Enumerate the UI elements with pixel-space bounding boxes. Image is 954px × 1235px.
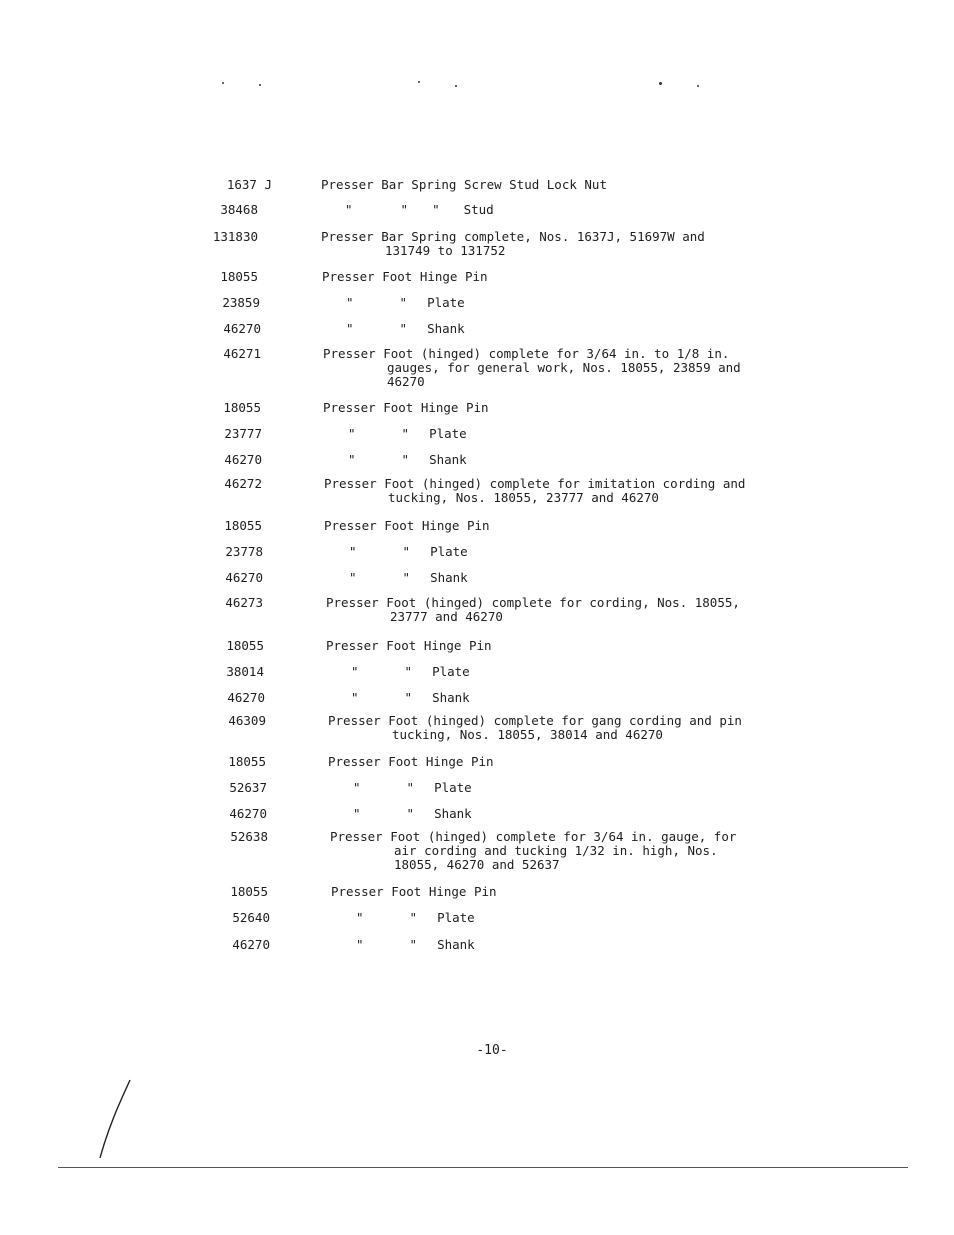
ditto-mark: " [348, 452, 356, 467]
part-description [324, 453, 467, 467]
scan-speck [455, 85, 457, 87]
part-description [332, 938, 475, 952]
part-number: 131830 [212, 229, 258, 244]
part-description [324, 427, 467, 441]
ditto-text: Stud [463, 202, 494, 217]
ditto-text: Shank [427, 321, 465, 336]
description-line: Presser Foot (hinged) complete for imitation cording and [324, 476, 746, 491]
ditto-text: Shank [429, 452, 467, 467]
part-description [321, 178, 607, 192]
ditto-mark: " [404, 690, 413, 705]
part-number: 52640 [232, 910, 270, 925]
ditto-mark: " [406, 806, 415, 821]
ditto-mark: " [349, 544, 357, 559]
description-line: air cording and tucking 1/32 in. high, Nos. [394, 843, 718, 858]
ditto-line [324, 453, 467, 467]
ditto-line [332, 911, 475, 925]
part-number: 23859 [222, 295, 260, 310]
description-line: Presser Bar Spring Screw Stud Lock Nut [321, 177, 607, 192]
scan-speck [259, 84, 261, 86]
ditto-line [322, 322, 465, 336]
part-number: 18055 [230, 884, 268, 899]
part-number: 1637 J [226, 177, 272, 192]
part-description [323, 347, 741, 389]
description-line: Presser Foot (hinged) complete for gang cording and pin [328, 713, 742, 728]
scan-speck [697, 85, 699, 87]
ditto-mark: " [406, 780, 415, 795]
part-number: 23777 [224, 426, 262, 441]
description-line: tucking, Nos. 18055, 38014 and 46270 [392, 727, 663, 742]
description-line: 46270 [387, 374, 425, 389]
description-line: 23777 and 46270 [390, 609, 503, 624]
part-number: 18055 [223, 400, 261, 415]
part-number: 46270 [229, 806, 267, 821]
description-line: gauges, for general work, Nos. 18055, 23859 and [387, 360, 741, 375]
ditto-line [327, 665, 470, 679]
ditto-text: Shank [437, 937, 475, 952]
part-number: 38014 [226, 664, 264, 679]
part-description [327, 691, 470, 705]
ditto-mark: " [402, 544, 411, 559]
part-number: 38468 [220, 202, 258, 217]
ditto-line [332, 938, 475, 952]
ditto-text: Shank [430, 570, 468, 585]
part-description [321, 230, 705, 258]
part-description [321, 203, 494, 217]
ditto-mark: " [409, 937, 418, 952]
ditto-line [327, 691, 470, 705]
part-description [322, 270, 488, 284]
ditto-mark: " [401, 452, 410, 467]
ditto-text: Shank [432, 690, 470, 705]
part-description [325, 545, 468, 559]
description-line: 18055, 46270 and 52637 [394, 857, 560, 872]
ditto-text: Plate [437, 910, 475, 925]
ditto-mark: " [356, 910, 364, 925]
ditto-line [325, 571, 468, 585]
part-description [332, 911, 475, 925]
part-number: 18055 [220, 269, 258, 284]
part-number: 18055 [224, 518, 262, 533]
part-number: 52638 [230, 829, 268, 844]
part-description [326, 596, 740, 624]
ditto-text: Plate [430, 544, 468, 559]
ditto-text: Shank [434, 806, 472, 821]
part-number: 46270 [223, 321, 261, 336]
description-line: Presser Foot Hinge Pin [324, 518, 490, 533]
part-number: 46270 [227, 690, 265, 705]
part-number: 18055 [228, 754, 266, 769]
ditto-mark: " [353, 806, 361, 821]
ditto-mark: " [409, 910, 418, 925]
description-line: Presser Foot Hinge Pin [323, 400, 489, 415]
description-line: 131749 to 131752 [385, 243, 506, 258]
ditto-line [325, 545, 468, 559]
part-description [326, 639, 492, 653]
part-description [328, 714, 742, 742]
ditto-mark: " [346, 321, 354, 336]
ditto-mark: " [402, 570, 411, 585]
ditto-mark: " [399, 321, 408, 336]
part-description [325, 571, 468, 585]
part-description [329, 781, 472, 795]
ditto-line [324, 427, 467, 441]
ditto-text: Plate [434, 780, 472, 795]
description-line: Presser Foot (hinged) complete for 3/64 in. gauge, for [330, 829, 737, 844]
ditto-mark: " [351, 664, 359, 679]
part-description [330, 830, 736, 872]
ditto-text: Plate [432, 664, 470, 679]
part-description [324, 477, 745, 505]
ditto-text: Plate [427, 295, 465, 310]
description-line: tucking, Nos. 18055, 23777 and 46270 [388, 490, 659, 505]
page-number: -10- [476, 1043, 508, 1058]
description-line: Presser Bar Spring complete, Nos. 1637J, 51697W and [321, 229, 705, 244]
ditto-mark: " [401, 426, 410, 441]
ditto-mark: " [404, 664, 413, 679]
description-line: Presser Foot Hinge Pin [331, 884, 497, 899]
ditto-mark: " [399, 295, 408, 310]
pen-stroke-mark [96, 1078, 136, 1162]
part-description [327, 665, 470, 679]
description-line: Presser Foot Hinge Pin [322, 269, 488, 284]
description-line: Presser Foot (hinged) complete for 3/64 in. to 1/8 in. [323, 346, 730, 361]
part-number: 46273 [225, 595, 263, 610]
ditto-mark: " [345, 202, 353, 217]
part-number: 23778 [225, 544, 263, 559]
part-description [322, 322, 465, 336]
part-number: 46272 [224, 476, 262, 491]
ditto-mark: " [353, 780, 361, 795]
ditto-mark: " [348, 426, 356, 441]
part-description [331, 885, 497, 899]
description-line: Presser Foot Hinge Pin [326, 638, 492, 653]
bottom-rule [58, 1167, 908, 1168]
part-number: 18055 [226, 638, 264, 653]
part-number: 52637 [229, 780, 267, 795]
part-number: 46309 [228, 713, 266, 728]
scan-speck [418, 81, 420, 83]
part-description [324, 519, 490, 533]
part-description [323, 401, 489, 415]
part-description [328, 755, 494, 769]
ditto-mark: " [351, 690, 359, 705]
ditto-mark: " [432, 202, 440, 217]
part-description [329, 807, 472, 821]
part-number: 46271 [223, 346, 261, 361]
part-number: 46270 [224, 452, 262, 467]
ditto-mark: " [349, 570, 357, 585]
part-number: 46270 [225, 570, 263, 585]
ditto-mark: " [346, 295, 354, 310]
ditto-line [322, 296, 465, 310]
ditto-text: Plate [429, 426, 467, 441]
ditto-line [329, 781, 472, 795]
ditto-mark: " [356, 937, 364, 952]
scan-speck [659, 82, 662, 85]
ditto-line [329, 807, 472, 821]
part-description [322, 296, 465, 310]
description-line: Presser Foot (hinged) complete for cording, Nos. 18055, [326, 595, 740, 610]
ditto-mark: " [400, 202, 409, 217]
description-line: Presser Foot Hinge Pin [328, 754, 494, 769]
scan-speck [222, 82, 224, 84]
part-number: 46270 [232, 937, 270, 952]
ditto-line [321, 203, 494, 217]
